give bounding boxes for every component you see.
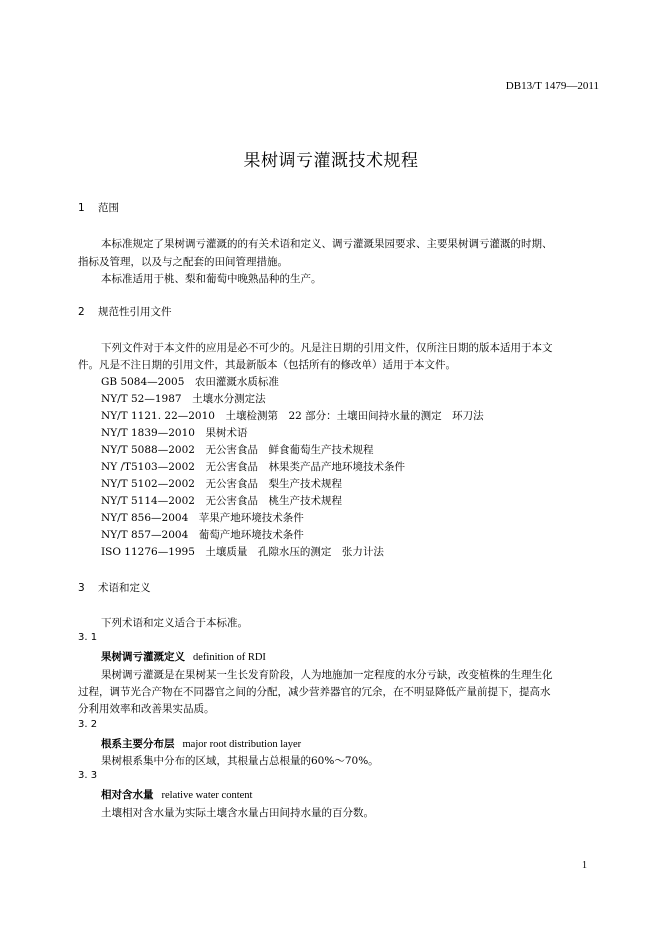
paragraph-line: 过程，调节光合产物在不同器官之间的分配，减少营养器官的冗余，在不明显降低产量前提下，提高水 [78, 686, 551, 698]
paragraph-line: 土壤相对含水量为实际土壤含水量占田间持水量的百分数。 [101, 807, 374, 819]
section-title: 术语和定义 [98, 582, 151, 594]
section-number: 1 [78, 202, 85, 214]
document-title: 果树调亏灌溉技术规程 [243, 151, 419, 171]
section-title: 规范性引用文件 [98, 306, 172, 318]
reference-item: NY/T 856—2004 苹果产地环境技术条件 [101, 512, 304, 524]
term-zh: 相对含水量 [101, 789, 154, 801]
term-heading [101, 649, 266, 664]
paragraph-line: 分利用效率和改善果实品质。 [78, 703, 215, 715]
reference-item: NY/T 5088—2002 无公害食品 鲜食葡萄生产技术规程 [101, 444, 374, 456]
term-number: 3. 1 [78, 632, 98, 643]
term-number: 3. 3 [78, 770, 98, 781]
term-heading [101, 787, 252, 802]
reference-item: NY /T5103—2002 无公害食品 林果类产品产地环境技术条件 [101, 461, 405, 473]
section-number: 3 [78, 582, 85, 594]
reference-item: GB 5084—2005 农田灌溉水质标准 [101, 376, 279, 388]
paragraph-line: 件。凡是不注日期的引用文件，其最新版本（包括所有的修改单）适用于本文件。 [78, 359, 456, 371]
reference-item: ISO 11276—1995 土壤质量 孔隙水压的测定 张力计法 [101, 546, 384, 558]
term-heading [101, 736, 301, 751]
term-zh: 果树调亏灌溉定义 [101, 651, 185, 663]
reference-item: NY/T 5102—2002 无公害食品 梨生产技术规程 [101, 478, 342, 490]
section-number: 2 [78, 306, 85, 318]
standard-number: DB13/T 1479—2011 [505, 80, 599, 92]
term-en: relative water content [161, 790, 253, 801]
reference-item: NY/T 5114—2002 无公害食品 桃生产技术规程 [101, 495, 342, 507]
reference-item: NY/T 857—2004 葡萄产地环境技术条件 [101, 529, 304, 541]
paragraph-line: 本标准适用于桃、梨和葡萄中晚熟品种的生产。 [101, 273, 322, 285]
paragraph-line: 指标及管理，以及与之配套的田间管理措施。 [78, 256, 288, 268]
page-number: 1 [582, 860, 587, 871]
paragraph-line: 下列术语和定义适合于本标准。 [101, 617, 248, 629]
term-zh: 根系主要分布层 [101, 738, 175, 750]
paragraph-line: 本标准规定了果树调亏灌溉的的有关术语和定义、调亏灌溉果园要求、主要果树调亏灌溉的时期、 [101, 238, 553, 250]
paragraph-line: 果树根系集中分布的区域，其根量占总根量的60%～70%。 [101, 755, 379, 767]
term-en: major root distribution layer [182, 739, 302, 750]
term-number: 3. 2 [78, 719, 98, 730]
paragraph-line: 果树调亏灌溉是在果树某一生长发育阶段，人为地施加一定程度的水分亏缺，改变植株的生理生化 [101, 669, 553, 681]
paragraph-line: 下列文件对于本文件的应用是必不可少的。凡是注日期的引用文件，仅所注日期的版本适用于本文 [101, 342, 553, 354]
reference-item: NY/T 1839—2010 果树术语 [101, 427, 248, 439]
section-2-heading [78, 304, 172, 319]
section-3-heading [78, 580, 151, 595]
section-1-heading [78, 200, 119, 215]
section-title: 范围 [98, 202, 119, 214]
reference-item: NY/T 52—1987 土壤水分测定法 [101, 393, 266, 405]
reference-item: NY/T 1121. 22—2010 土壤检测第 22 部分：土壤田间持水量的测定 环刀法 [101, 410, 484, 422]
term-en: definition of RDI [193, 652, 266, 663]
